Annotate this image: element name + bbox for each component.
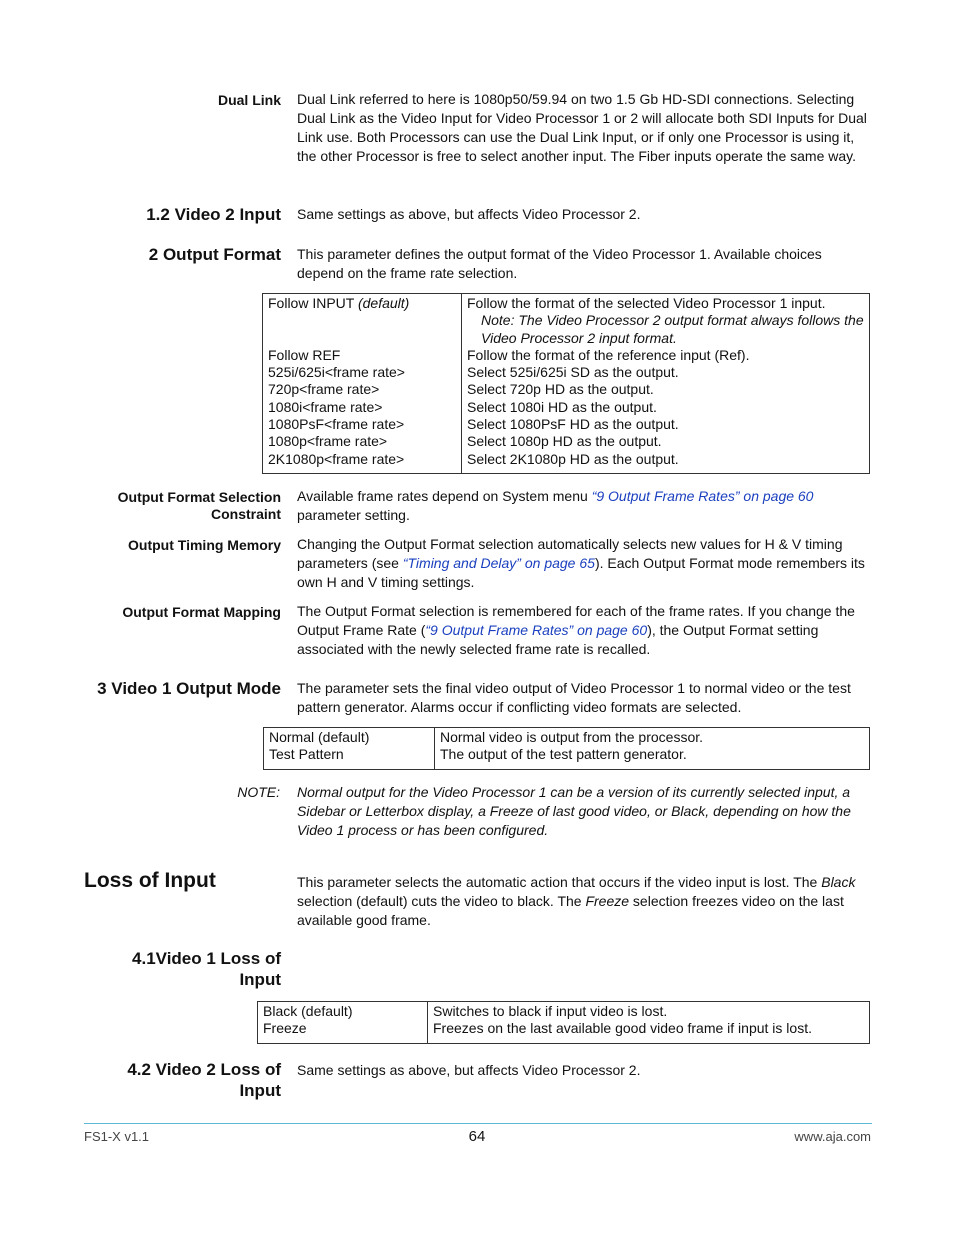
desc-1080i: Select 1080i HD as the output. xyxy=(467,398,657,415)
video1-loss-table xyxy=(257,1001,870,1044)
loss-of-input-heading: Loss of Input xyxy=(84,869,216,892)
mapping-text: The Output Format selection is remembered for each of the frame rates. If you change the Output Frame Rate (“9 Output Frame Rates” on page 60), the Output Format setting associated with the newly selected frame rate is recalled. xyxy=(297,603,855,657)
video1-loss-descriptions: Switches to black if input video is lost. Freezes on the last available good video frame if input is lost. xyxy=(427,1002,869,1043)
loss-of-input-text: This parameter selects the automatic action that occurs if the video input is lost. The Black selection (default) cuts the video to black. The Freeze selection freezes video on the last available good frame. xyxy=(297,874,856,928)
video2-input-text: Same settings as above, but affects Video Processor 2. xyxy=(297,206,641,222)
output-mode-table xyxy=(263,727,870,770)
desc-note-line2: Video Processor 2 input format. xyxy=(481,329,677,346)
dual-link-text: Dual Link referred to here is 1080p50/59.94 on two 1.5 Gb HD-SDI connections. Selecting Dual Link as the Video Input for Video Processor 1 or 2 will allocate both SDI Inputs for Dual Link use. Both Processors can use the Dual Link Input, or if only one Processor is using it, the other Processor is free to select another input. The Fiber inputs operate the same way. xyxy=(297,91,867,164)
constraint-text: Available frame rates depend on System menu “9 Output Frame Rates” on page 60 parameter setting. xyxy=(297,488,814,523)
video1-loss-options: Black (default) Freeze xyxy=(263,1003,353,1037)
output-frame-rates-link[interactable]: “9 Output Frame Rates” on page 60 xyxy=(591,488,814,504)
dual-link-label: Dual Link xyxy=(217,92,281,108)
desc-1080p: Select 1080p HD as the output. xyxy=(467,433,662,450)
option-1080psf: 1080PsF<frame rate> xyxy=(268,416,405,433)
option-525i: 525i/625i<frame rate> xyxy=(268,364,405,381)
constraint-label: Output Format Selection Constraint xyxy=(117,489,281,522)
footer-version: FS1-X v1.1 xyxy=(84,1129,150,1144)
timing-memory-text: Changing the Output Format selection automatically selects new values for H & V timing parameters (see “Timing and Delay” on page 65). Each Output Format mode remembers its own H and V timing settings. xyxy=(297,536,865,590)
output-format-options xyxy=(263,294,461,473)
output-format-descriptions xyxy=(461,294,869,473)
video2-loss-heading: 4.2 Video 2 Loss of Input xyxy=(127,1060,281,1100)
video1-loss-heading: 4.1Video 1 Loss of Input xyxy=(132,949,281,989)
desc-720p: Select 720p HD as the output. xyxy=(467,381,654,398)
option-follow-ref: Follow REF xyxy=(268,346,341,363)
timing-memory-label: Output Timing Memory xyxy=(128,537,281,553)
video2-input-heading: 1.2 Video 2 Input xyxy=(146,205,281,224)
footer-rule xyxy=(84,1123,872,1124)
footer-website[interactable]: www.aja.com xyxy=(794,1129,871,1144)
desc-1080psf: Select 1080PsF HD as the output. xyxy=(467,416,679,433)
video2-loss-text: Same settings as above, but affects Video Processor 2. xyxy=(297,1062,641,1078)
output-mode-options: Normal (default) Test Pattern xyxy=(269,729,370,763)
output-format-table xyxy=(262,293,870,474)
page-number: 64 xyxy=(468,1128,486,1145)
desc-follow-input: Follow the format of the selected Video Processor 1 input. xyxy=(467,295,826,311)
output-frame-rates-link-2[interactable]: “9 Output Frame Rates” on page 60 xyxy=(425,622,648,638)
option-1080i: 1080i<frame rate> xyxy=(268,398,383,415)
output-mode-descriptions: Normal video is output from the processor. The output of the test pattern generator. xyxy=(434,728,869,769)
option-720p: 720p<frame rate> xyxy=(268,381,380,398)
timing-delay-link[interactable]: “Timing and Delay” on page 65 xyxy=(402,555,595,571)
output-mode-heading: 3 Video 1 Output Mode xyxy=(97,679,281,698)
output-format-text: This parameter defines the output format of the Video Processor 1. Available choices depend on the frame rate selection. xyxy=(297,246,822,281)
output-mode-text: The parameter sets the final video output of Video Processor 1 to normal video or the test pattern generator. Alarms occur if conflicting video formats are selected. xyxy=(297,680,851,715)
desc-2k1080p: Select 2K1080p HD as the output. xyxy=(467,450,679,467)
mapping-label: Output Format Mapping xyxy=(122,604,281,620)
desc-525i: Select 525i/625i SD as the output. xyxy=(467,364,679,381)
option-1080p: 1080p<frame rate> xyxy=(268,433,388,450)
note-label: NOTE: xyxy=(237,784,280,800)
note-text: Normal output for the Video Processor 1 can be a version of its currently selected input, a Sidebar or Letterbox display, a Freeze of last good video, or Black, depending on how the Video 1 process or has been configured. xyxy=(297,784,851,838)
desc-note-line1: Note: The Video Processor 2 output format always follows the xyxy=(481,312,864,329)
desc-follow-ref: Follow the format of the reference input (Ref). xyxy=(467,346,750,363)
option-2k1080p: 2K1080p<frame rate> xyxy=(268,450,405,467)
output-format-heading: 2 Output Format xyxy=(148,245,281,264)
option-follow-input: Follow INPUT (default) xyxy=(268,295,410,311)
